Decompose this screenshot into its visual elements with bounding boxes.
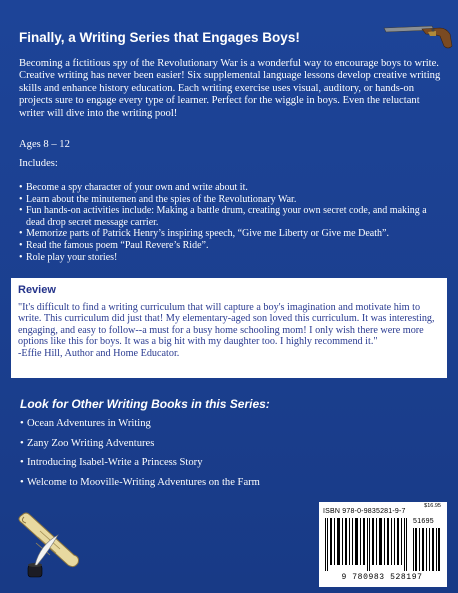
musket-icon bbox=[382, 20, 454, 52]
list-item: • Memorize parts of Patrick Henry’s inspiring speech, “Give me Liberty or Give me Death”. bbox=[19, 228, 444, 240]
barcode-bars bbox=[323, 518, 441, 571]
series-list bbox=[20, 418, 260, 496]
list-item: • Become a spy character of your own and write about it. bbox=[19, 182, 444, 194]
list-item: • Fun hands-on activities include: Making a battle drum, creating your own secret code, and making a dead drop secret message carrier. bbox=[19, 205, 444, 228]
list-item: • Role play your stories! bbox=[19, 252, 444, 264]
scroll-quill-icon bbox=[10, 505, 88, 583]
includes-label: Includes: bbox=[19, 158, 58, 169]
intro-paragraph: Becoming a fictitious spy of the Revolutionary War is a wonderful way to encourage boys to write. Creative writing has never been easier! Six supplemental language lessons develop creative writing skills and enhance history education. Each writing exercise uses visual, auditory, or hands-on projects sure to engage every type of learner. Perfect for the wiggle in boys. Even the reluctant writer will dive into the writing pool! bbox=[19, 58, 441, 119]
series-item: • Introducing Isabel-Write a Princess Story bbox=[20, 457, 260, 477]
series-item: • Ocean Adventures in Writing bbox=[20, 418, 260, 438]
barcode-addon: 51695 bbox=[413, 518, 434, 525]
list-item: • Read the famous poem “Paul Revere’s Ride”. bbox=[19, 240, 444, 252]
ean-number: 9 780983 528197 bbox=[341, 573, 423, 582]
review-quote: "It's difficult to find a writing curriculum that will capture a boy's imagination and motivate him to write. This curriculum did just that! My elementary-aged son loved this curriculum. It was interesting, engaging, and easy to follow--a must for a busy home schooling mom! I only wish there were more options like this for boys. It was a big hit with my daughter too. I highly recommend it." bbox=[18, 302, 435, 348]
isbn-number: ISBN 978-0-9835281-9-7 bbox=[323, 508, 406, 515]
review-body bbox=[18, 302, 442, 359]
review-box bbox=[11, 278, 447, 378]
review-title: Review bbox=[18, 284, 56, 296]
series-item: • Zany Zoo Writing Adventures bbox=[20, 438, 260, 458]
price: $16.95 bbox=[424, 503, 441, 509]
series-title: Look for Other Writing Books in this Series: bbox=[20, 397, 270, 411]
list-item: • Learn about the minutemen and the spies of the Revolutionary War. bbox=[19, 194, 444, 206]
includes-list bbox=[19, 182, 444, 263]
isbn-barcode bbox=[319, 502, 447, 587]
series-item: • Welcome to Mooville-Writing Adventures on the Farm bbox=[20, 477, 260, 497]
headline: Finally, a Writing Series that Engages Boys! bbox=[19, 30, 300, 45]
age-range: Ages 8 – 12 bbox=[19, 139, 70, 150]
review-attribution: -Effie Hill, Author and Home Educator. bbox=[18, 347, 180, 359]
